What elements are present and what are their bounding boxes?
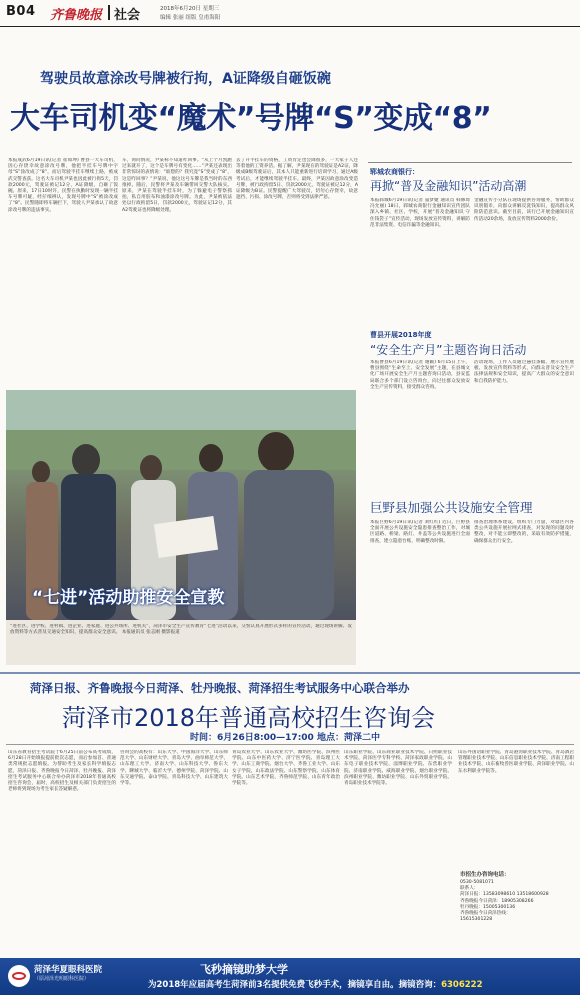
section-rule xyxy=(0,672,580,674)
hotline-line: 齐鲁晚报今日菏泽：18905308266 xyxy=(460,898,534,904)
bank-body-col2: 金融宣传小分队在现场提供咨询服务，帮助群众识别假币，向群众讲解反洗钱知识，提高群众风险防范意识。截至目前，该行已开展金融知识宣传活动20余场，发放宣传资料2000余份。 xyxy=(474,198,574,222)
hotline-line: 0530-5081071 xyxy=(460,880,494,885)
hotline-line: 联系人： xyxy=(460,886,479,892)
fair-body-col3: 青岛农业大学、山东农业大学、潍坊医学院、滨州医学院、山东中医药大学、济宁医学院、青岛理工大学、山东工商学院、烟台大学、齐鲁工业大学、山东女子学院、山东政法学院、山东警察学院、山东体育学院、山东艺术学院、齐鲁师范学院、山东青年政治学院等。 xyxy=(232,750,340,787)
right-column-rule xyxy=(368,162,572,163)
hotline-list xyxy=(460,880,576,923)
section-name: 社会 xyxy=(114,8,141,23)
hotline-line: 菏泽日报：13583098610 13518600928 xyxy=(460,892,549,898)
ad-phone: 6306222 xyxy=(441,980,483,990)
fair-body-col5: 山东外国语职业学院、青岛港湾职业技术学院、青岛酒店管理职业技术学院、山东信息职业技术学院、济南工程职业技术学院、山东畜牧兽医职业学院、菏泽职业学院、山东水利职业学院等。 xyxy=(458,750,574,774)
header-divider xyxy=(108,5,110,20)
lead-body-col1: 本报成武6月19日讯(记者 崔如坤) 曹县一大车司机，因心存侥幸故意涂改号牌，他把半挂车号牌中字母“S”涂改成了“8”，而后驾驶半挂车继续上路，被成武交警查获。这名大车司机尹某也因此被行拘5天，罚款2000元，驾驶证被记12分，A证降级，自砸了饭碗。原来，17日10时许，民警在执勤时发现一辆半挂车号牌可疑，经仔细辨认，发现号牌中“S”被涂改成了“8”。民警随即将车辆拦下，驾驶人尹某承认了故意涂改号牌的违法事实。 xyxy=(8,158,118,213)
safety-body-col2: 活动现场，工作人员通过悬挂条幅、展示宣传展板、发放宣传资料等形式，向群众普及安全生产法律法规和安全知识，提高广大群众的安全意识和自我防护能力。 xyxy=(474,360,574,384)
fair-title: 菏泽市2018年普通高校招生咨询会 xyxy=(62,704,436,732)
ad-offer-text: 为2018年应届高考生菏泽前3名提供免费飞秒手术，摘镜享自由。摘镜咨询： xyxy=(148,980,442,990)
fair-organizers: 菏泽日报、齐鲁晚报今日菏泽、牡丹晚报、菏泽招生考试服务中心联合举办 xyxy=(30,681,410,695)
newspaper-logo: 齐鲁晚报 xyxy=(50,8,103,23)
eye-icon xyxy=(12,972,26,980)
lead-body-col3: 去了开半挂车的资格，工资肯定也会降很多，一大家子人还等着他的工资养活。据了解，尹某现在的驾驶证是A2证，降级成B级驾驶证后，其本人只能重新进行培训学习，通过A级考试后，才能继续驾驶半挂车。最终，尹某因故意涂改变造号牌，被行政拘留5日、罚款2000元，驾驶证被记12分，A证降级为B证。民警提醒广大驾驶员，切勿心存侥幸，故意遮挡、污损、涂改号牌，否则将受到法律严惩。 xyxy=(236,158,358,201)
hotline-line: 15615301228 xyxy=(460,917,493,923)
juye-story-title: 巨野县加强公共设施安全管理 xyxy=(370,500,533,515)
photo-overlay-title: “七进”活动助推安全宣教 xyxy=(32,588,225,608)
lead-body-col2: 车，询问情况，尹某称不知道咋回事。“从上个月凯跑过来就开了，这个是车牌号有变化……”尹某还表现出非常惊讶的表情说：“谁想的？我究竟“S”变成了“8”，这是咋回事？”尹某说，他这这号车牌是我当时的东西推掉。随后，民警将尹某及车辆带回交警大队核实。原来，尹某在驾驶半挂车时，为了躲避电子警察抓拍，私自用胶布和油漆涂改号牌。为此，尹某被依法处以行政拘留5日，罚款2000元，驾驶证记12分，其A2驾驶证也将降级处理。 xyxy=(122,158,232,213)
fair-body-col1: 山东省教育招生考试院于6月25日前公布高考成绩，6月28日开始填报提前批次志愿，而后参加首、普通类常规批志愿填报。为帮助考生及家长科学填报志愿，菏泽日报、齐鲁晚报今日菏泽、牡丹晚报、菏泽招生考试服务中心联合举办菏泽市2018年普通高校招生咨询会，届时，高校招生及相关部门负责招生的老师将到现场为考生家长答疑解惑。 xyxy=(8,750,116,793)
staff-credits: 编辑 张丽 组版 皇甫海阳 xyxy=(160,15,221,21)
ad-hospital-former-name: （原菏泽光明眼科医院） xyxy=(34,976,90,982)
ad-slogan: 飞秒摘镜助梦大学 xyxy=(200,963,288,976)
fair-body-col2: 咨询会的高校有：山东大学、中国海洋大学、山东师范大学、山东财经大学、青岛大学、曲阜师范大学、山东理工大学、济南大学、山东科技大学、鲁东大学、聊城大学、临沂大学、德州学院、菏泽学院、山东交通学院、泰山学院、青岛科技大学、山东建筑大学等。 xyxy=(120,750,228,787)
photo-caption: “进社区、进学校、进村镇、进企业、进家庭、进公共场所、进机关”，菏泽市安全生产宣传教育“七进”活动以来，交警认真开展形式多样的宣传活动，通过现场讲解、发放资料等方式普及交通安全知识，提高群众安全意识。 本报通讯员 张志刚 摄影报道 xyxy=(10,624,352,636)
lead-kicker: 驾驶员故意涂改号牌被行拘，A证降级自砸饭碗 xyxy=(40,71,331,87)
juye-body-col2: 排查治理体系建设，组织专门力量，对辖区内各类公共设施开展拉网式排查，对发现的问题及时整改，对不能立即整改的，采取有效防护措施，确保群众出行安全。 xyxy=(474,520,574,544)
bank-story-title: 再掀“普及金融知识”活动高潮 xyxy=(370,179,527,193)
safety-story-title: “安全生产月”主题咨询日活动 xyxy=(370,343,527,357)
issue-date: 2018年6月20日 星期三 xyxy=(160,6,220,12)
hotline-line: 齐鲁晚报今日菏泽热线： xyxy=(460,911,511,917)
safety-body-col1: 本报曹县6月19日讯(记者 谢颖) 6月15日上午，曹县围绕“生命至上、安全发展”主题，在县城文化广场开展安全生产月主题咨询日活动，县安监局联合多个部门设立咨询台，向过往群众发放安全生产宣传资料，接受群众咨询。 xyxy=(370,360,470,390)
ad-hospital-name: 菏泽华夏眼科医院 xyxy=(34,965,103,975)
fair-time-place: 时间：6月26日8:00—17:00 地点：菏泽二中 xyxy=(190,733,380,743)
bank-body-col1: 本报郓城6月19日讯(记者 董梦婕 通讯员 韩修琦 冯允丽) 18日，郓城农商银行金融知识宣传团队深入乡镇、社区、学校，开展“普及金融知识 守住钱袋子”宣传活动，现场发放宣传资料，讲解防范非法集资、电信诈骗等金融知识。 xyxy=(370,198,470,228)
hotline-heading: 市招生办咨询电话： xyxy=(460,872,510,878)
bank-story-kicker: 郓城农商银行： xyxy=(370,168,419,176)
lead-headline: 大车司机变“魔术”号牌“S”变成“8” xyxy=(10,101,492,136)
safety-story-kicker: 曹县开展2018年度 xyxy=(370,331,432,339)
juye-body-col1: 本报巨野6月19日讯(记者 刘红红) 近日，巨野县全面开展公共设施安全隐患排查整治工作，对城区道路、桥梁、路灯、井盖等公共设施进行全面排查，建立隐患台账，明确整改时限。 xyxy=(370,520,470,544)
fair-separator xyxy=(6,744,574,745)
fair-body-col4: 山东职业学院、山东商业职业技术学院、日照职业技术学院、菏泽医学专科学校、菏泽家政职业学院、山东电子职业技术学院、淄博职业学院、东营职业学院、济南职业学院、威海职业学院、烟台职业学院、滨州职业学院、潍坊职业学院、山东外贸职业学院、青岛职业技术学院等。 xyxy=(344,750,452,787)
hotline-line: 牡丹晚报：15005300136 xyxy=(460,904,516,910)
page-number: B04 xyxy=(6,4,36,19)
ad-offer xyxy=(148,978,482,990)
